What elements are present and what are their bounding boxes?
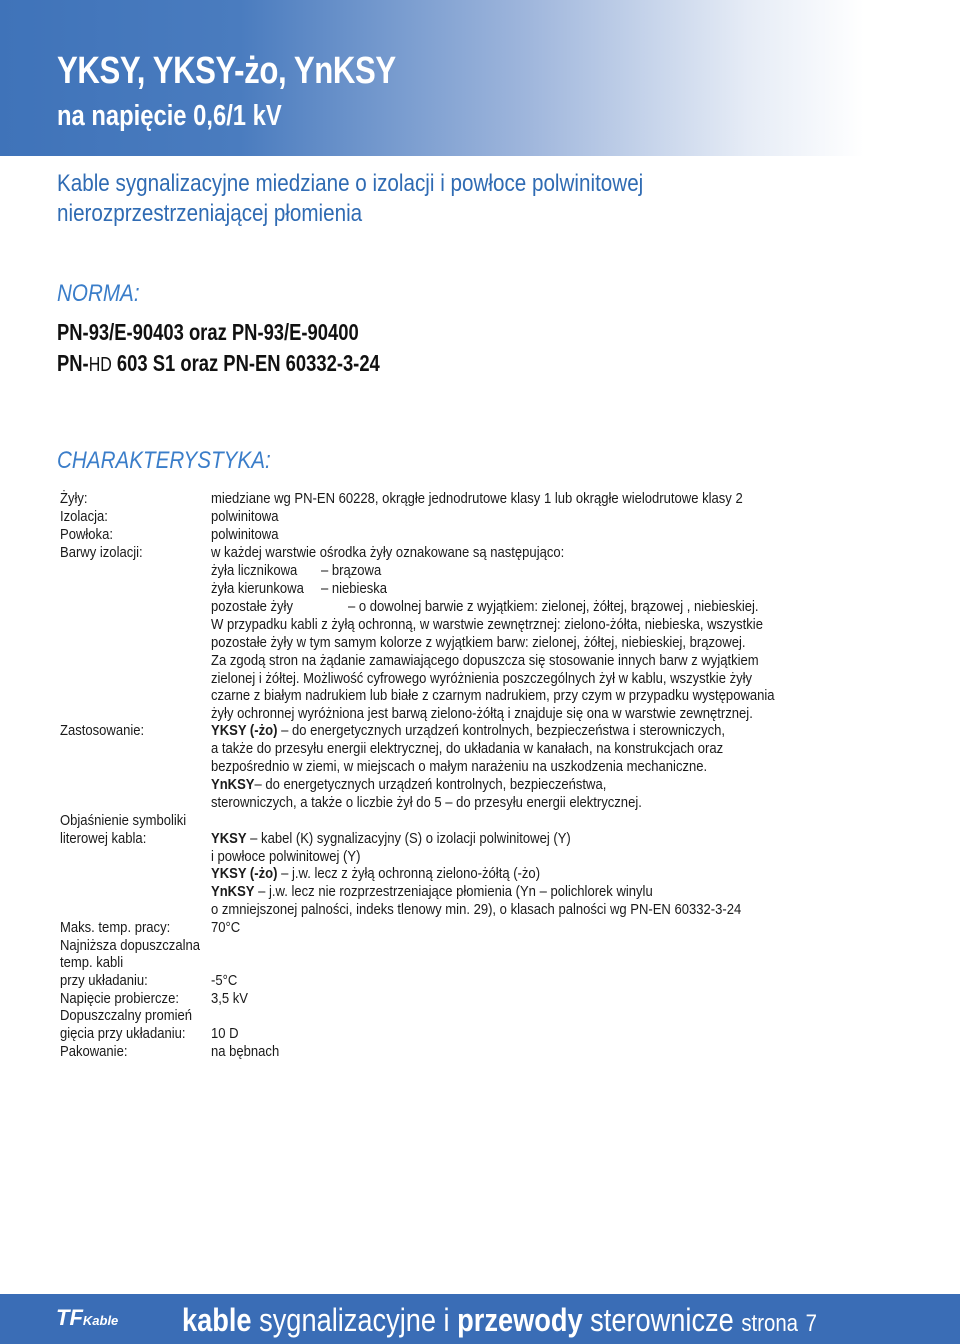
page-title: YKSY, YKSY-żo, YnKSY	[57, 50, 396, 92]
najnizsza-label-3: przy układaniu:	[60, 973, 148, 989]
napiecie-value: 3,5 kV	[211, 991, 248, 1007]
page-number: 7	[805, 1310, 817, 1337]
zastosowanie-line-5: sterowniczych, a także o liczbie żył do 5 – do przesyłu energii elektrycznej.	[211, 795, 642, 811]
barwy-paragraph-4: zielonej i żółtej. Możliwość cyfrowego wyróżnienia poszczególnych żył w kablu, wszystkie żyły	[211, 671, 753, 687]
barwy-paragraph-5: czarne z białym nadrukiem lub białe z czarnym nadrukiem, przy czym w przypadku występowania	[211, 688, 775, 704]
najnizsza-label-1: Najniższa dopuszczalna	[60, 938, 201, 954]
pakowanie-label: Pakowanie:	[60, 1044, 128, 1060]
objasnienie-line-5: o zmniejszonej palności, indeks tlenowy min. 29), o klasach palności wg PN-EN 60332-3-24	[211, 902, 742, 918]
pakowanie-value: na bębnach	[211, 1044, 280, 1060]
description-line-1: Kable sygnalizacyjne miedziane o izolacji i powłoce polwinitowej	[57, 170, 644, 197]
zastosowanie-line-2: a także do przesyłu energii elektrycznej, do układania w kanałach, na konstrukcjach oraz	[211, 741, 724, 757]
barwy-value: w każdej warstwie ośrodka żyły oznakowane są następująco:	[211, 545, 565, 561]
barwy-paragraph-3: Za zgodą stron na żądanie zamawiającego dopuszcza się stosowanie innych barw z wyjątkiem	[211, 653, 759, 669]
izolacja-value: polwinitowa	[211, 509, 279, 525]
objasnienie-label-2: literowej kabla:	[60, 831, 147, 847]
powloka-value: polwinitowa	[211, 527, 279, 543]
brazowa: – brązowa	[321, 563, 382, 579]
pozostale-zyly: pozostałe żyły	[211, 599, 293, 615]
najnizsza-label-2: temp. kabli	[60, 955, 124, 971]
objasnienie-label-1: Objaśnienie symboliki	[60, 813, 187, 829]
pozostale-value: – o dowolnej barwie z wyjątkiem: zielonej, żółtej, brązowej , niebieskiej.	[348, 599, 759, 615]
objasnienie-line-3: YKSY (-żo) – j.w. lecz z żyłą ochronną zielono-żółtą (-żo)	[211, 866, 541, 882]
objasnienie-line-4: YnKSY – j.w. lecz nie rozprzestrzeniające płomienia (Yn – polichlorek winylu	[211, 884, 653, 900]
norma-line-2: PN-HD 603 S1 oraz PN-EN 60332-3-24	[57, 350, 380, 376]
description-line-2: nierozprzestrzeniającej płomienia	[57, 200, 363, 227]
zastosowanie-label: Zastosowanie:	[60, 723, 145, 739]
page-subtitle: na napięcie 0,6/1 kV	[57, 100, 282, 132]
napiecie-label: Napięcie probiercze:	[60, 991, 179, 1007]
zyla-kierunkowa: żyła kierunkowa	[211, 581, 304, 597]
zastosowanie-line-1: YKSY (-żo) – do energetycznych urządzeń kontrolnych, bezpieczeństwa i sterowniczych,	[211, 723, 726, 739]
powloka-label: Powłoka:	[60, 527, 113, 543]
maks-temp-value: 70°C	[211, 920, 241, 936]
zyly-label: Żyły:	[60, 491, 88, 507]
izolacja-label: Izolacja:	[60, 509, 108, 525]
promien-label-2: gięcia przy układaniu:	[60, 1026, 186, 1042]
zastosowanie-line-4: YnKSY– do energetycznych urządzeń kontrolnych, bezpieczeństwa,	[211, 777, 607, 793]
barwy-paragraph-2: pozostałe żyły w tym samym kolorze z wyjątkiem barw: zielonej, żółtej, niebieskiej, brązowej.	[211, 635, 746, 651]
footer-text: kable sygnalizacyjne i przewody sterownicze strona 7	[182, 1302, 817, 1338]
barwy-paragraph-1: W przypadku kabli z żyłą ochronną, w warstwie zewnętrznej: zielono-żółta, niebieska, wszystkie	[211, 617, 763, 633]
objasnienie-line-2: i powłoce polwinitowej (Y)	[211, 849, 361, 865]
zyla-licznikowa: żyła licznikowa	[211, 563, 298, 579]
norma-heading: NORMA:	[57, 280, 140, 307]
zyly-value: miedziane wg PN-EN 60228, okrągłe jednodrutowe klasy 1 lub okrągłe wielodrutowe klasy 2	[211, 491, 743, 507]
norma-line-1: PN-93/E-90403 oraz PN-93/E-90400	[57, 319, 359, 345]
zastosowanie-line-3: bezpośrednio w ziemi, w miejscach o małym narażeniu na uszkodzenia mechaniczne.	[211, 759, 708, 775]
maks-temp-label: Maks. temp. pracy:	[60, 920, 171, 936]
page-label: strona	[741, 1310, 799, 1337]
promien-label-1: Dopuszczalny promień	[60, 1008, 193, 1024]
najnizsza-value: -5°C	[211, 973, 238, 989]
niebieska: – niebieska	[321, 581, 388, 597]
charakterystyka-heading: CHARAKTERYSTYKA:	[57, 447, 271, 474]
objasnienie-line-1: YKSY – kabel (K) sygnalizacyjny (S) o izolacji polwinitowej (Y)	[211, 831, 571, 847]
barwy-paragraph-6: żyły ochronnej wyróżniona jest barwą zielono-żółtą i znajduje się ona w warstwie zewnętrznej.	[211, 706, 753, 722]
tf-kable-logo: TFKable	[56, 1305, 119, 1330]
barwy-label: Barwy izolacji:	[60, 545, 143, 561]
promien-value: 10 D	[211, 1026, 239, 1042]
